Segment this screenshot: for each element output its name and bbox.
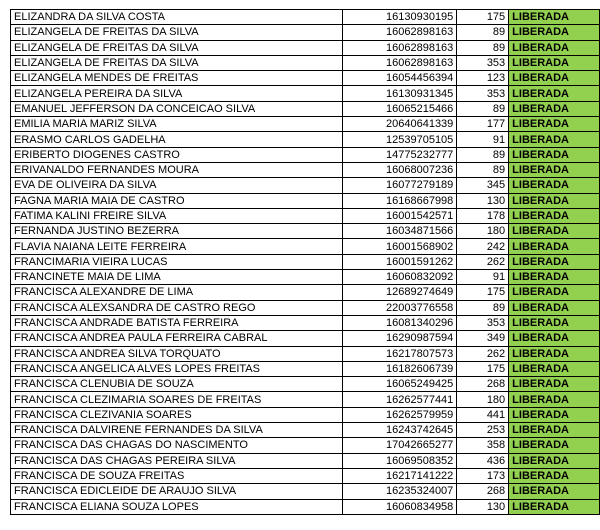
- status-cell[interactable]: LIBERADA: [509, 162, 600, 177]
- value-cell[interactable]: 175: [457, 285, 509, 300]
- id-cell[interactable]: 16262579959: [343, 407, 457, 422]
- value-cell[interactable]: 89: [457, 25, 509, 40]
- table-body: [11, 10, 600, 515]
- value-cell[interactable]: 180: [457, 392, 509, 407]
- id-cell[interactable]: 16262577441: [343, 392, 457, 407]
- value-cell[interactable]: 353: [457, 315, 509, 330]
- value-cell[interactable]: 89: [457, 162, 509, 177]
- id-cell[interactable]: 16243742645: [343, 423, 457, 438]
- name-cell[interactable]: FRANCISCA CLEZIMARIA SOARES DE FREITAS: [11, 392, 343, 407]
- status-cell[interactable]: LIBERADA: [509, 40, 600, 55]
- id-cell[interactable]: 14775232777: [343, 147, 457, 162]
- table-row: [11, 71, 600, 86]
- status-cell[interactable]: LIBERADA: [509, 239, 600, 254]
- id-cell[interactable]: 16034871566: [343, 224, 457, 239]
- table-row: [11, 438, 600, 453]
- value-cell[interactable]: 180: [457, 224, 509, 239]
- table-row: [11, 86, 600, 101]
- id-cell[interactable]: 12689274649: [343, 285, 457, 300]
- name-cell[interactable]: FAGNA MARIA MAIA DE CASTRO: [11, 193, 343, 208]
- id-cell[interactable]: 16068007236: [343, 162, 457, 177]
- id-cell[interactable]: 22003776558: [343, 300, 457, 315]
- table-row: [11, 423, 600, 438]
- value-cell[interactable]: 436: [457, 453, 509, 468]
- status-cell[interactable]: LIBERADA: [509, 132, 600, 147]
- table-row: [11, 392, 600, 407]
- table-row: [11, 331, 600, 346]
- value-cell[interactable]: 262: [457, 254, 509, 269]
- value-cell[interactable]: 178: [457, 208, 509, 223]
- id-cell[interactable]: 16062898163: [343, 55, 457, 70]
- name-cell[interactable]: FRANCIMARIA VIEIRA LUCAS: [11, 254, 343, 269]
- name-cell[interactable]: FRANCISCA ANDREA SILVA TORQUATO: [11, 346, 343, 361]
- name-cell[interactable]: ELIZANGELA DE FREITAS DA SILVA: [11, 55, 343, 70]
- name-cell[interactable]: EVA DE OLIVEIRA DA SILVA: [11, 178, 343, 193]
- name-cell[interactable]: FRANCISCA ANDREA PAULA FERREIRA CABRAL: [11, 331, 343, 346]
- name-cell[interactable]: ELIZANGELA DE FREITAS DA SILVA: [11, 25, 343, 40]
- status-cell[interactable]: LIBERADA: [509, 55, 600, 70]
- id-cell[interactable]: 12539705105: [343, 132, 457, 147]
- status-cell[interactable]: LIBERADA: [509, 499, 600, 514]
- table-row: [11, 178, 600, 193]
- value-cell[interactable]: 130: [457, 193, 509, 208]
- value-cell[interactable]: 262: [457, 346, 509, 361]
- status-cell[interactable]: LIBERADA: [509, 10, 600, 25]
- name-cell[interactable]: FRANCISCA CLEZIVANIA SOARES: [11, 407, 343, 422]
- spreadsheet-table: [10, 9, 600, 515]
- table-row: [11, 346, 600, 361]
- table-row: [11, 453, 600, 468]
- value-cell[interactable]: 175: [457, 10, 509, 25]
- status-cell[interactable]: LIBERADA: [509, 377, 600, 392]
- name-cell[interactable]: FRANCISCA EDICLEIDE DE ARAUJO SILVA: [11, 484, 343, 499]
- status-cell[interactable]: LIBERADA: [509, 193, 600, 208]
- id-cell[interactable]: 20640641339: [343, 117, 457, 132]
- name-cell[interactable]: FRANCISCA ANDRADE BATISTA FERREIRA: [11, 315, 343, 330]
- table-row: [11, 361, 600, 376]
- id-cell[interactable]: 16054456394: [343, 71, 457, 86]
- value-cell[interactable]: 441: [457, 407, 509, 422]
- id-cell[interactable]: 16060834958: [343, 499, 457, 514]
- name-cell[interactable]: FLAVIA NAIANA LEITE FERREIRA: [11, 239, 343, 254]
- id-cell[interactable]: 16217807573: [343, 346, 457, 361]
- table-row: [11, 25, 600, 40]
- value-cell[interactable]: 91: [457, 132, 509, 147]
- status-cell[interactable]: LIBERADA: [509, 468, 600, 483]
- table-row: [11, 101, 600, 116]
- status-cell[interactable]: LIBERADA: [509, 407, 600, 422]
- id-cell[interactable]: 16217141222: [343, 468, 457, 483]
- name-cell[interactable]: FRANCISCA ELIANA SOUZA LOPES: [11, 499, 343, 514]
- name-cell[interactable]: ERASMO CARLOS GADELHA: [11, 132, 343, 147]
- name-cell[interactable]: FRANCISCA ANGELICA ALVES LOPES FREITAS: [11, 361, 343, 376]
- status-cell[interactable]: LIBERADA: [509, 331, 600, 346]
- value-cell[interactable]: 130: [457, 499, 509, 514]
- id-cell[interactable]: 16235324007: [343, 484, 457, 499]
- id-cell[interactable]: 16065249425: [343, 377, 457, 392]
- id-cell[interactable]: 16065215466: [343, 101, 457, 116]
- id-cell[interactable]: 16130931345: [343, 86, 457, 101]
- table-row: [11, 162, 600, 177]
- value-cell[interactable]: 253: [457, 423, 509, 438]
- id-cell[interactable]: 16077279189: [343, 178, 457, 193]
- id-cell[interactable]: 16081340296: [343, 315, 457, 330]
- table-row: [11, 117, 600, 132]
- name-cell[interactable]: ELIZANGELA DE FREITAS DA SILVA: [11, 40, 343, 55]
- value-cell[interactable]: 177: [457, 117, 509, 132]
- status-cell[interactable]: LIBERADA: [509, 438, 600, 453]
- name-cell[interactable]: FRANCISCA ALEXSANDRA DE CASTRO REGO: [11, 300, 343, 315]
- value-cell[interactable]: 91: [457, 270, 509, 285]
- name-cell[interactable]: FRANCISCA DE SOUZA FREITAS: [11, 468, 343, 483]
- status-cell[interactable]: LIBERADA: [509, 86, 600, 101]
- status-cell[interactable]: LIBERADA: [509, 147, 600, 162]
- name-cell[interactable]: FRANCISCA DAS CHAGAS DO NASCIMENTO: [11, 438, 343, 453]
- value-cell[interactable]: 349: [457, 331, 509, 346]
- name-cell[interactable]: ELIZANGELA PEREIRA DA SILVA: [11, 86, 343, 101]
- table-row: [11, 10, 600, 25]
- status-cell[interactable]: LIBERADA: [509, 224, 600, 239]
- status-cell[interactable]: LIBERADA: [509, 423, 600, 438]
- value-cell[interactable]: 175: [457, 361, 509, 376]
- status-cell[interactable]: LIBERADA: [509, 178, 600, 193]
- name-cell[interactable]: FRANCISCA DAS CHAGAS PEREIRA SILVA: [11, 453, 343, 468]
- name-cell[interactable]: FERNANDA JUSTINO BEZERRA: [11, 224, 343, 239]
- value-cell[interactable]: 358: [457, 438, 509, 453]
- status-cell[interactable]: LIBERADA: [509, 101, 600, 116]
- name-cell[interactable]: EMANUEL JEFFERSON DA CONCEICAO SILVA: [11, 101, 343, 116]
- table-row: [11, 300, 600, 315]
- name-cell[interactable]: ERIVANALDO FERNANDES MOURA: [11, 162, 343, 177]
- name-cell[interactable]: FRANCISCA ALEXANDRE DE LIMA: [11, 285, 343, 300]
- status-cell[interactable]: LIBERADA: [509, 315, 600, 330]
- table-row: [11, 499, 600, 514]
- status-cell[interactable]: LIBERADA: [509, 484, 600, 499]
- id-cell[interactable]: 16130930195: [343, 10, 457, 25]
- table-row: [11, 55, 600, 70]
- id-cell[interactable]: 16060832092: [343, 270, 457, 285]
- table-row: [11, 40, 600, 55]
- status-cell[interactable]: LIBERADA: [509, 453, 600, 468]
- status-cell[interactable]: LIBERADA: [509, 361, 600, 376]
- table-row: [11, 377, 600, 392]
- status-cell[interactable]: LIBERADA: [509, 117, 600, 132]
- name-cell[interactable]: ELIZANDRA DA SILVA COSTA: [11, 10, 343, 25]
- name-cell[interactable]: ELIZANGELA MENDES DE FREITAS: [11, 71, 343, 86]
- id-cell[interactable]: 16069508352: [343, 453, 457, 468]
- id-cell[interactable]: 16001568902: [343, 239, 457, 254]
- status-cell[interactable]: LIBERADA: [509, 392, 600, 407]
- table-row: [11, 285, 600, 300]
- id-cell[interactable]: 16290987594: [343, 331, 457, 346]
- id-cell[interactable]: 17042665277: [343, 438, 457, 453]
- name-cell[interactable]: FRANCISCA DALVIRENE FERNANDES DA SILVA: [11, 423, 343, 438]
- table-row: [11, 239, 600, 254]
- id-cell[interactable]: 16062898163: [343, 25, 457, 40]
- id-cell[interactable]: 16182606739: [343, 361, 457, 376]
- name-cell[interactable]: FRANCINETE MAIA DE LIMA: [11, 270, 343, 285]
- value-cell[interactable]: 89: [457, 300, 509, 315]
- id-cell[interactable]: 16001542571: [343, 208, 457, 223]
- value-cell[interactable]: 89: [457, 101, 509, 116]
- table-row: [11, 315, 600, 330]
- table-row: [11, 407, 600, 422]
- status-cell[interactable]: LIBERADA: [509, 208, 600, 223]
- table-row: [11, 270, 600, 285]
- table-row: [11, 224, 600, 239]
- id-cell[interactable]: 16168667998: [343, 193, 457, 208]
- table-row: [11, 468, 600, 483]
- status-cell[interactable]: LIBERADA: [509, 254, 600, 269]
- table-row: [11, 132, 600, 147]
- value-cell[interactable]: 89: [457, 40, 509, 55]
- table-row: [11, 147, 600, 162]
- name-cell[interactable]: FRANCISCA CLENUBIA DE SOUZA: [11, 377, 343, 392]
- table-row: [11, 208, 600, 223]
- value-cell[interactable]: 353: [457, 55, 509, 70]
- status-cell[interactable]: LIBERADA: [509, 71, 600, 86]
- status-cell[interactable]: LIBERADA: [509, 300, 600, 315]
- status-cell[interactable]: LIBERADA: [509, 25, 600, 40]
- value-cell[interactable]: 353: [457, 86, 509, 101]
- table-row: [11, 193, 600, 208]
- name-cell[interactable]: ERIBERTO DIOGENES CASTRO: [11, 147, 343, 162]
- id-cell[interactable]: 16062898163: [343, 40, 457, 55]
- value-cell[interactable]: 89: [457, 147, 509, 162]
- value-cell[interactable]: 268: [457, 484, 509, 499]
- value-cell[interactable]: 123: [457, 71, 509, 86]
- name-cell[interactable]: FATIMA KALINI FREIRE SILVA: [11, 208, 343, 223]
- value-cell[interactable]: 173: [457, 468, 509, 483]
- status-cell[interactable]: LIBERADA: [509, 285, 600, 300]
- table-row: [11, 484, 600, 499]
- status-cell[interactable]: LIBERADA: [509, 346, 600, 361]
- value-cell[interactable]: 242: [457, 239, 509, 254]
- value-cell[interactable]: 345: [457, 178, 509, 193]
- name-cell[interactable]: EMILIA MARIA MARIZ SILVA: [11, 117, 343, 132]
- id-cell[interactable]: 16001591262: [343, 254, 457, 269]
- value-cell[interactable]: 268: [457, 377, 509, 392]
- table-row: [11, 254, 600, 269]
- status-cell[interactable]: LIBERADA: [509, 270, 600, 285]
